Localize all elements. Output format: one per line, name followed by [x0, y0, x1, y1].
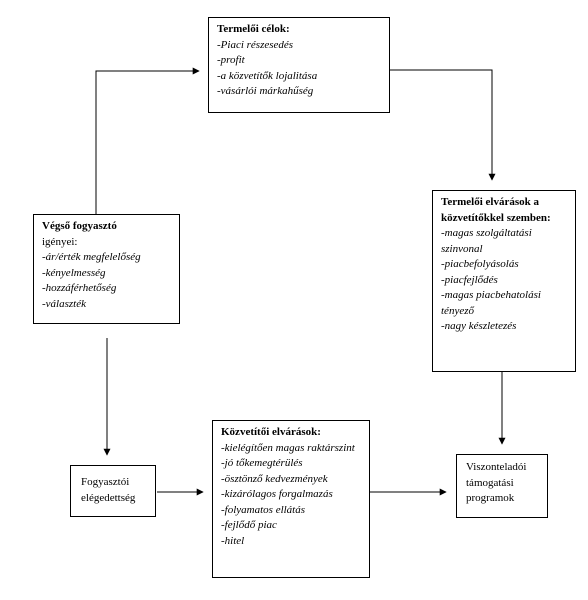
list-item: -piacfejlődés [441, 273, 498, 286]
consumer-satisfaction-label: Fogyasztói elégedettség [81, 476, 136, 504]
list-item: -Piaci részesedés [217, 38, 294, 51]
producer-goals-box [208, 17, 390, 113]
list-item: -hozzáférhetőség [42, 282, 117, 294]
reseller-support-label: Viszonteladói támogatási programok [466, 461, 527, 504]
list-item: -hitel [221, 534, 245, 547]
final-consumer-title: Végső fogyasztó [42, 220, 117, 232]
producer-expectations-list [441, 226, 567, 335]
list-item: -fejlődő piac [221, 519, 277, 531]
list-item: -magas szolgáltatási szinvonal [441, 227, 532, 255]
producer-goals-title: Termelői célok: [217, 23, 290, 35]
list-item: -profit [217, 54, 245, 66]
intermediary-expectations-title: Közvetítői elvárások: [221, 426, 321, 438]
producer-expectations-title: Termelői elvárások a közvetítőkkel szemben: [441, 196, 551, 224]
list-item: -ár/érték megfelelőség [42, 251, 141, 263]
producer-expectations-box [432, 190, 576, 372]
list-item: -a közvetítők lojalitása [217, 69, 318, 82]
producer-goals-list [217, 38, 381, 100]
list-item: -folyamatos ellátás [221, 503, 306, 516]
intermediary-expectations-list [221, 441, 361, 550]
arrow-consumer-to-producer-goals [96, 71, 199, 214]
list-item: -kielégítően magas raktárszint [221, 441, 355, 454]
list-item: -kizárólagos forgalmazás [221, 488, 333, 500]
list-item: -jó tőkemegtérülés [221, 457, 303, 469]
list-item: -kényelmesség [42, 266, 106, 279]
intermediary-expectations-box [212, 420, 370, 578]
list-item: -nagy készletezés [441, 320, 517, 332]
list-item: -választék [42, 297, 86, 310]
list-item: -ösztönző kedvezmények [221, 472, 328, 485]
final-consumer-list [42, 250, 171, 312]
arrow-producer-goals-to-expectations [390, 70, 492, 180]
final-consumer-subtitle: igényei: [42, 235, 78, 248]
list-item: -piacbefolyásolás [441, 258, 519, 270]
reseller-support-box [456, 454, 548, 518]
consumer-satisfaction-box [70, 465, 156, 517]
final-consumer-box [33, 214, 180, 324]
list-item: -vásárlói márkahűség [217, 85, 314, 97]
list-item: -magas piacbehatolási tényező [441, 289, 541, 317]
